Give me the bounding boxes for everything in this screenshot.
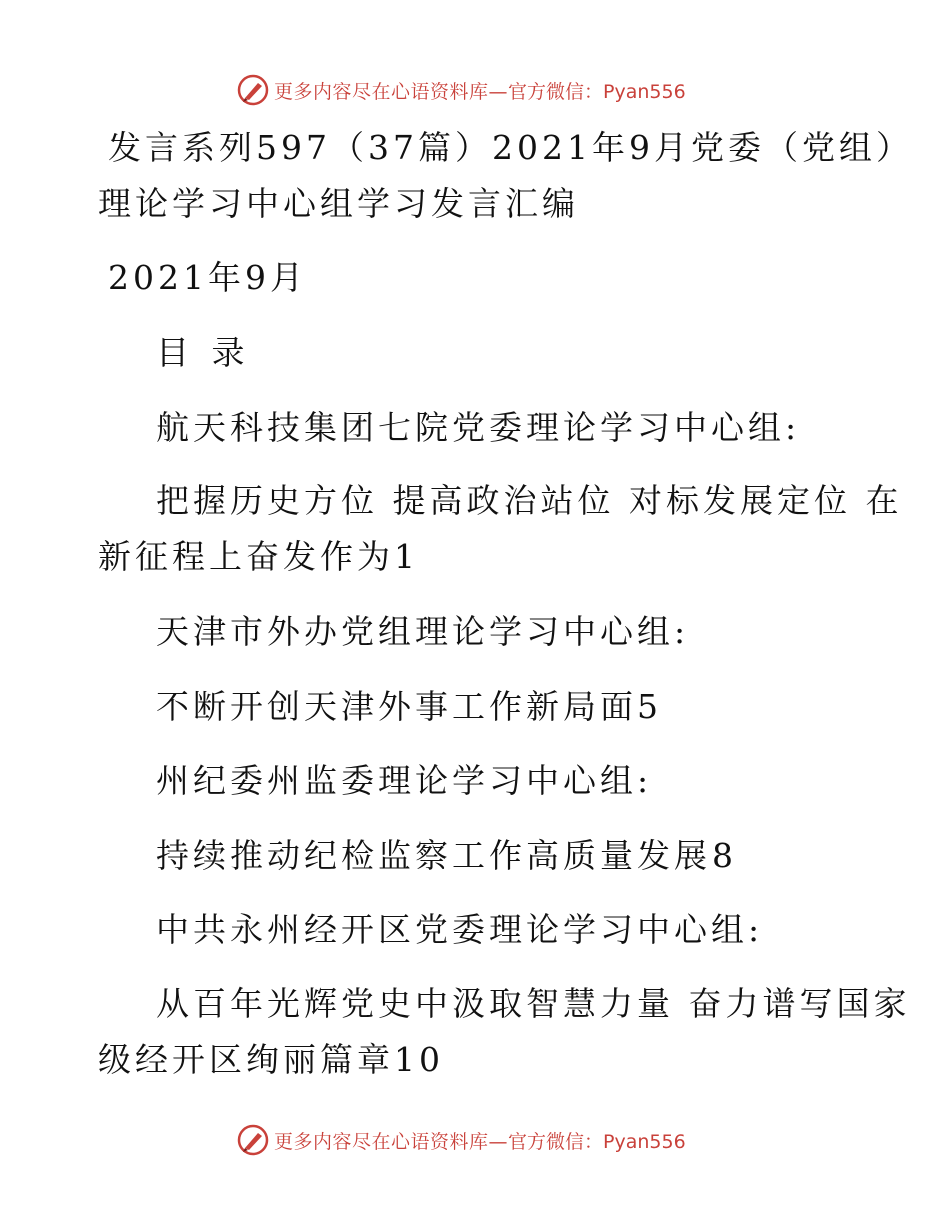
toc-entry-1-title-line2: 新征程上奋发作为1 xyxy=(98,537,419,576)
toc-entry-4-title-line2: 级经开区绚丽篇章10 xyxy=(98,1040,444,1079)
watermark-header xyxy=(236,72,686,108)
watermark-contact: 官方微信：Pyan556 xyxy=(508,1130,686,1153)
document-title-line1: 发言系列597（37篇）2021年9月党委（党组） xyxy=(108,128,913,167)
toc-entry-3-title-line1: 持续推动纪检监察工作高质量发展 xyxy=(156,836,711,875)
watermark-contact: 官方微信：Pyan556 xyxy=(508,80,686,103)
pen-logo-icon xyxy=(236,1123,270,1157)
watermark-footer xyxy=(236,1122,686,1158)
toc-entry-3-page-number: 8 xyxy=(712,836,737,875)
toc-entry-2-unit: 天津市外办党组理论学习中心组: xyxy=(156,612,690,651)
document-date: 2021年9月 xyxy=(108,258,307,297)
toc-entry-1-unit: 航天科技集团七院党委理论学习中心组: xyxy=(156,408,801,447)
toc-entry-4-title-line1: 从百年光辉党史中汲取智慧力量 奋力谱写国家 xyxy=(156,984,911,1023)
watermark-text: 更多内容尽在心语资料库— xyxy=(274,80,509,103)
watermark-text: 更多内容尽在心语资料库— xyxy=(274,1130,509,1153)
toc-entry-2-title-line1: 不断开创天津外事工作新局面5 xyxy=(156,687,662,726)
pen-logo-icon xyxy=(236,73,270,107)
toc-heading: 目 录 xyxy=(156,333,251,372)
toc-entry-4-unit: 中共永州经开区党委理论学习中心组: xyxy=(156,910,764,949)
toc-entry-3-unit: 州纪委州监委理论学习中心组: xyxy=(156,761,653,800)
document-title-line2: 理论学习中心组学习发言汇编 xyxy=(98,184,579,223)
toc-entry-1-title-line1: 把握历史方位 提高政治站位 对标发展定位 在 xyxy=(156,481,903,520)
